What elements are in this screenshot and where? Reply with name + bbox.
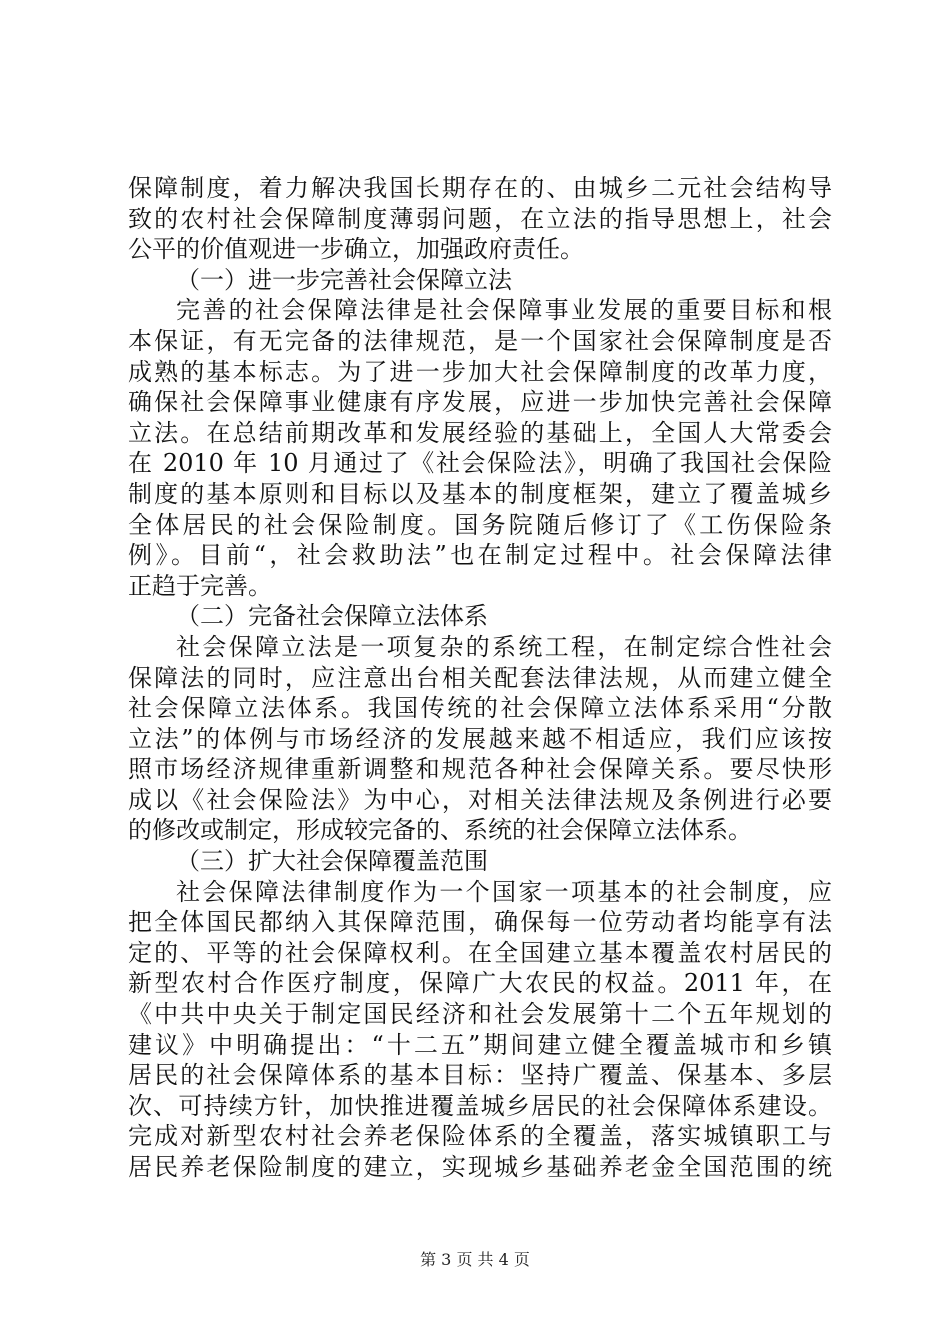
text-line: 次、可持续方针，加快推进覆盖城乡居民的社会保障体系建设。 bbox=[128, 1091, 832, 1120]
section-heading: （一）进一步完善社会保障立法 bbox=[176, 265, 512, 294]
text-line: 全体居民的社会保险制度。国务院随后修订了《工伤保险条 bbox=[128, 510, 832, 539]
text-line: 保障制度，着力解决我国长期存在的、由城乡二元社会结构导 bbox=[128, 174, 832, 202]
text-line: 社会保障立法体系。我国传统的社会保障立法体系采用“分散 bbox=[128, 694, 832, 723]
text-line: 本保证，有无完备的法律规范，是一个国家社会保障制度是否 bbox=[128, 326, 832, 355]
text-line: 例》。目前“，社会救助法”也在制定过程中。社会保障法律 bbox=[128, 541, 832, 570]
text-line: 《中共中央关于制定国民经济和社会发展第十二个五年规划的 bbox=[128, 1000, 832, 1029]
text-line: 新型农村合作医疗制度，保障广大农民的权益。2011 年，在 bbox=[128, 969, 832, 998]
text-line: 立法”的体例与市场经济的发展越来越不相适应，我们应该按 bbox=[128, 724, 832, 753]
page-footer: 第 3 页 共 4 页 bbox=[420, 1250, 530, 1269]
text-line: 定的、平等的社会保障权利。在全国建立基本覆盖农村居民的 bbox=[128, 938, 832, 967]
text-line: 的修改或制定，形成较完备的、系统的社会保障立法体系。 bbox=[128, 816, 752, 845]
text-line: 成以《社会保险法》为中心，对相关法律法规及条例进行必要 bbox=[128, 785, 832, 814]
text-line: 建议》中明确提出：“十二五”期间建立健全覆盖城市和乡镇 bbox=[128, 1030, 832, 1059]
text-line: 把全体国民都纳入其保障范围，确保每一位劳动者均能享有法 bbox=[128, 908, 832, 937]
section-heading: （二）完备社会保障立法体系 bbox=[176, 602, 488, 631]
body-text bbox=[128, 173, 832, 1183]
text-line: 制度的基本原则和目标以及基本的制度框架，建立了覆盖城乡 bbox=[128, 479, 832, 508]
text-line: 照市场经济规律重新调整和规范各种社会保障关系。要尽快形 bbox=[128, 755, 832, 784]
text-line: 社会保障法律制度作为一个国家一项基本的社会制度，应 bbox=[176, 877, 832, 906]
text-line: 完善的社会保障法律是社会保障事业发展的重要目标和根 bbox=[176, 296, 832, 325]
text-line: 居民养老保险制度的建立，实现城乡基础养老金全国范围的统 bbox=[128, 1153, 832, 1181]
text-line: 成熟的基本标志。为了进一步加大社会保障制度的改革力度， bbox=[128, 357, 832, 386]
section-heading: （三）扩大社会保障覆盖范围 bbox=[176, 847, 488, 876]
text-line: 公平的价值观进一步确立，加强政府责任。 bbox=[128, 235, 584, 264]
text-line: 确保社会保障事业健康有序发展，应进一步加快完善社会保障 bbox=[128, 388, 832, 417]
text-line: 居民的社会保障体系的基本目标：坚持广覆盖、保基本、多层 bbox=[128, 1061, 832, 1090]
text-line: 致的农村社会保障制度薄弱问题，在立法的指导思想上，社会 bbox=[128, 204, 832, 233]
text-line: 在 2010 年 10 月通过了《社会保险法》，明确了我国社会保险 bbox=[128, 449, 832, 478]
text-line: 完成对新型农村社会养老保险体系的全覆盖，落实城镇职工与 bbox=[128, 1122, 832, 1151]
text-line: 立法。在总结前期改革和发展经验的基础上，全国人大常委会 bbox=[128, 418, 832, 447]
text-line: 正趋于完善。 bbox=[128, 571, 272, 600]
text-line: 保障法的同时，应注意出台相关配套法律法规，从而建立健全 bbox=[128, 663, 832, 692]
text-line: 社会保障立法是一项复杂的系统工程，在制定综合性社会 bbox=[176, 632, 832, 661]
